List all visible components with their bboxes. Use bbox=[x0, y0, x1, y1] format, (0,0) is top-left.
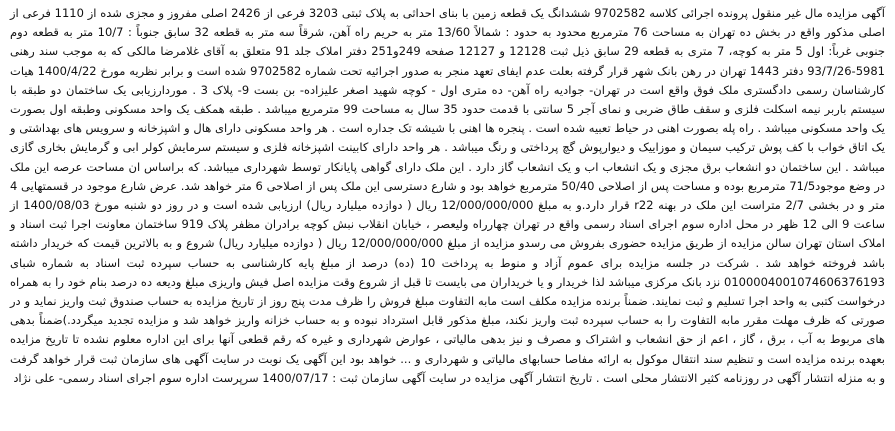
auction-notice-text: آگهی مزایده مال غیر منقول پرونده اجرائی کلاسه 9702582 ششدانگ یک قطعه زمین با بنای احداثی به پلاک ثبتی 3203 فرعی از 2426 اصلی مفروز و مجزی شده از 1110 فرعی از اصلی مذکور واقع در بخش ده تهران به مساحت 76 مترمربع محدود به حدود : شمالاً 13/60 متر به حریم راه آهن، شرقاً سه متر به قطعه 32 سابق جنوباً : 10/7 متر به قطعه دوم جنوبی غرباً: اول 5 متر به کوچه، 7 متری به قطعه 29 سابق ذیل ثبت 12128 و 12127 صفحه 249و251 دفتر املاک جلد 91 متعلق به آقای غلامرضا مالکی که به موجب سند رهنی 5981-93/7/26 دفتر 1443 تهران در رهن بانک شهر قرار گرفته بعلت عدم ایفای تعهد منجر به صدور اجرائیه تحت شماره 9702582 شده است و برابر نظریه مورخ 1400/4/22 هیات کارشناسان رسمی دادگستری ملک فوق واقع است در تهران- جواديه راه آهن- ده متری اول - کوچه شهید اصغر علیزاده- بن بست 9- پلاک 3 . موردارزیابی یک ساختمان دو طبقه با سیستم باربر نیمه اسکلت فلزی و سقف طاق ضربی و نمای آجر 5 سانتی با قدمت حدود 35 سال به مساحت 99 مترمربع میباشد . طبقه همکف یک واحد مسکونی وطبقه اول بصورت یک واحد مسکونی میباشد . راه پله بصورت اهنی در حیاط تعبیه شده است . پنجره ها اهنی با شیشه تک جداره است . هر واحد مسکونی دارای هال و اشپزخانه و سرویس های بهداشتی و یک اتاق خواب با کف پوش ترکیب سیمان و موزاییک و دیوارپوش گچ پرداختی و رنگ میباشد . هر واحد دارای کابینت اشپزخانه فلزی و سیستم سرمایش کولر ابی و گرمایش بخاری گازی میباشد . این ساختمان دو انشعاب برق مجزی و یک انشعاب اب و یک انشعاب گاز دارد . این ملک دارای گواهی پایانکار توسط شهرداری میباشد. که براساس ان مساحت عرصه این ملک در وضع موجود71/5 مترمربع بوده و مساحت پس از اصلاحی 50/40 مترمربع خواهد بود و شارع دسترسی این ملک پس از اصلاحی 6 متر خواهد شد. عرض شارع موجود در قسمتهایی 4 متر و در بخشی 2/7 متراست این ملک در بهنه r22 قرار دارد.و به مبلغ 12/000/000/000 ریال ( دوازده میلیارد ریال) ارزیابی شده است و در روز دو شنبه مورخ 1400/08/03 از ساعت 9 الی 12 ظهر در محل اداره سوم اجرای اسناد رسمی واقع در تهران چهارراه ولیعصر ، خیابان انقلاب نبش کوچه برادران مظفر پلاک 919 ساختمان معاونت اجرا ثبت اسناد و املاک استان تهران سالن مزایده از طریق مزایده حضوری بفروش می رسدو مزایده از مبلغ 12/000/000/000 ریال ( دوازده میلیارد ریال) شروع و به بالاترین قیمت که خریدار داشته باشد فروخته خواهد شد . شرکت در جلسه مزایده برای عموم آزاد و منوط به پرداخت 10 (ده) درصد از مبلغ پایه کارشناسی به حساب سپرده ثبت اسناد به شماره شبای 0100004001074606376193 نزد بانک مرکزی میباشد لذا خریدار و یا خریداران می بایست تا قبل از شروع وقت مزایده اصل فیش واریزی مبلغ ودیعه ده درصد بنام خود را به همراه درخواست کتبی به واحد اجرا تسلیم و ثبت نمایند. ضمناً برنده مزایده مکلف است مابه التفاوت مبلغ فروش را ظرف مدت پنج روز از تاریخ مزایده به حساب صندوق ثبت واریز نماید و در صورتی که ظرف مهلت مقرر مابه التفاوت را به حساب سپرده ثبت واریز نکند، مبلغ مذکور قابل استرداد نبوده و به حساب خزانه واریز خواهد شد و مزایده تجدید میگردد.)ضمناً بدهی های مربوط به آب ، برق ، گاز ، اعم از حق انشعاب و اشتراک و مصرف و نیز بدهی مالیاتی ، عوارض شهرداری و غیره که رقم قطعی آنها برای این اداره معلوم نشده تا تاریخ مزایده بعهده برنده مزایده است و تنظیم سند انتقال موکول به ارائه مفاصا حسابهای مالیاتی و شهرداری و ... خواهد بود این آگهی یک نوبت در سایت آگهی های سازمان ثبت قرار خواهد گرفت و به منزله انتشار آگهی در روزنامه کثیر الانتشار محلی است . تاریخ انتشار آگهی مزایده در سایت آگهی سازمان ثبت : 1400/07/17 سرپرست اداره سوم اجرای اسناد رسمی- علی نژاد bbox=[10, 6, 886, 385]
